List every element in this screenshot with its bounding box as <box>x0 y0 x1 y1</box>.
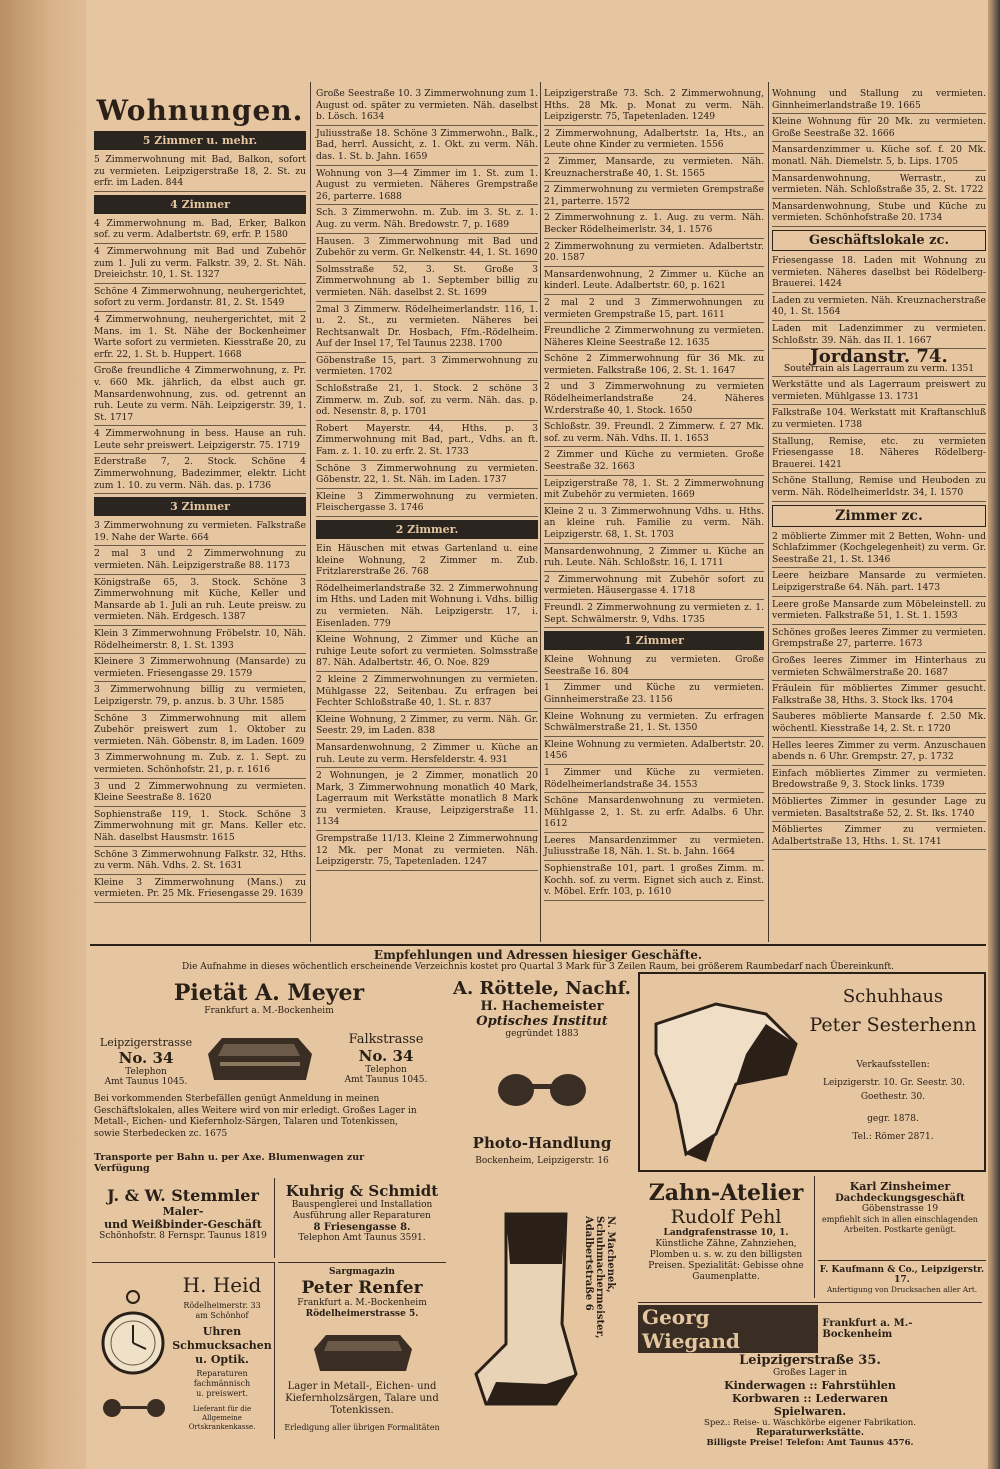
classified-ad: Sophienstraße 119, 1. Stock. Schöne 3 Zimmerwohnung mit gr. Mans. Keller etc. Näh. daselbst Hausmstr. 1615 <box>94 807 306 847</box>
kuhrig-tel: Telephon Amt Taunus 3591. <box>298 1233 426 1243</box>
ad-roettele <box>452 976 632 1172</box>
classified-ad: Mansardenwohnung, 2 Zimmer u. Küche an ruh. Leute zu verm. Hersfelderstr. 4. 931 <box>316 740 538 768</box>
renfer-foot: Erledigung aller übrigen Formalitäten <box>284 1423 440 1432</box>
page-left-edge <box>0 0 86 1469</box>
classified-ad: Sauberes möblierte Mansarde f. 2.50 Mk. wöchentl. Kiesstraße 14, 2. St. r. 1720 <box>772 709 986 737</box>
meyer-left-amt: Amt Taunus 1045. <box>104 1077 188 1087</box>
classified-ad: Ederstraße 7, 2. Stock. Schöne 4 Zimmerwohnung, Badezimmer, elektr. Licht zum 1. 10. zu verm. Näh. das. p. 1736 <box>94 454 306 494</box>
classified-ad: Werkstätte und als Lagerraum preiswert zu vermieten. Mühlgasse 13. 1731 <box>772 377 986 405</box>
heid-line1: Uhren <box>202 1325 242 1338</box>
wiegand-line6: Reparaturwerkstätte. <box>755 1428 865 1438</box>
zinsheimer-addr: Göbenstrasse 19 <box>861 1204 939 1214</box>
classified-ad: 4 Zimmerwohnung, neuhergerichtet, mit 2 Mans. im 1. St. Nähe der Bockenheimer Warte sofort zu vermieten. Kiesstraße 20, zu erfr. 22, 1. St. b. Huppert. 1668 <box>94 312 306 363</box>
meyer-right-no: No. 34 <box>358 1047 414 1065</box>
classified-ad: Leere heizbare Mansarde zu vermieten. Leipzigerstraße 64. Näh. part. 1473 <box>772 568 986 596</box>
classified-ad: Laden zu vermieten. Näh. Kreuznacherstraße 40, 1. St. 1564 <box>772 293 986 321</box>
heid-line3: u. Optik. <box>195 1353 249 1366</box>
classified-ad: Kleine Wohnung, 2 Zimmer und Küche an ruhige Leute sofort zu vermieten. Solmsstraße 87. Näh. Adalbertstr. 46, O. Noe. 829 <box>316 632 538 672</box>
heid-line5: fachmännisch <box>193 1379 251 1388</box>
classified-ad: Klein 3 Zimmerwohnung Fröbelstr. 10, Näh. Rödelheimerstr. 8, 1. St. 1393 <box>94 626 306 654</box>
roettele-owner: H. Hachemeister <box>480 999 604 1014</box>
section-3-zimmer: 3 Zimmer <box>94 497 306 516</box>
glasses-icon <box>96 1397 172 1419</box>
kaufmann-text: F. Kaufmann & Co., Leipzigerstr. 17. <box>819 1265 985 1285</box>
classified-ad: Laden mit Ladenzimmer zu vermieten. Schloßstr. 39. Näh. das II. 1. 1667 <box>772 321 986 349</box>
classified-ad: 1 Zimmer und Küche zu vermieten. Rödelheimerlandstraße 34. 1553 <box>544 765 764 793</box>
coffin-icon <box>200 1032 318 1088</box>
classified-ad: Kleine Wohnung, 2 Zimmer, zu verm. Näh. Gr. Seestr. 29, im Laden. 838 <box>316 712 538 740</box>
meyer-right-address <box>328 1032 444 1085</box>
recommendations-subtitle: Die Aufnahme in dieses wöchentlich erscheinende Verzeichnis kostet pro Quartal 3 Mark für 3 Zeilen Raum, bei größerem Raumbedarf nach Übereinkunft. <box>181 962 894 972</box>
classified-ad: Mansardenwohnung, 2 Zimmer u. Küche an ruh. Leute. Näh. Schloßstr. 16, I. 1711 <box>544 544 764 572</box>
classified-ad: 4 Zimmerwohnung mit Bad und Zubehör zum 1. Juli zu verm. Falkstr. 39, 2. St. Näh. Dreieichstr. 10, 1. St. 1327 <box>94 244 306 284</box>
roettele-photo: Photo-Handlung <box>472 1134 612 1152</box>
stemmler-line2: und Weißbinder-Geschäft <box>104 1218 262 1231</box>
classified-ad: Wohnung und Stallung zu vermieten. Ginnheimerlandstraße 19. 1665 <box>772 86 986 114</box>
roettele-founded: gegründet 1883 <box>505 1029 579 1039</box>
classified-ad: Sophienstraße 101, part. 1 großes Zimm. m. Kochh. sof. zu verm. Eignet sich auch z. Einst. v. Möbel. Erfr. 103, p. 1610 <box>544 861 764 901</box>
jordan-text: Souterrain als Lagerraum zu verm. 1351 <box>783 362 975 374</box>
section-1-zimmer: 1 Zimmer <box>544 631 764 650</box>
kuhrig-name: Kuhrig & Schmidt <box>285 1182 439 1200</box>
classified-ad: Grempstraße 11/13. Kleine 2 Zimmerwohnung 12 Mk. per Monat zu vermieten. Näh. Leipzigerstr. 75, Tapetenladen. 1247 <box>316 831 538 871</box>
kuhrig-line2: Ausführung aller Reparaturen <box>293 1211 431 1221</box>
classified-ad: Falkstraße 104. Werkstatt mit Kraftanschluß zu vermieten. 1738 <box>772 405 986 433</box>
sesterhenn-tel: Tel.: Römer 2871. <box>852 1132 934 1142</box>
pehl-addr: Landgrafenstrasse 10, 1. <box>663 1228 789 1238</box>
classified-ad: Friesengasse 18. Laden mit Wohnung zu vermieten. Näheres daselbst bei Rödelberg-Brauerei. 1424 <box>772 253 986 293</box>
pehl-name: Rudolf Pehl <box>670 1206 782 1228</box>
wiegand-line2: Kinderwagen :: Fahrstühlen <box>724 1379 896 1392</box>
classified-ad: Schöne 3 Zimmerwohnung mit allem Zubehör preiswert zum 1. Oktober zu vermieten. Näh. Göbenstr. 8, im Laden. 1609 <box>94 711 306 751</box>
classified-ad: Leipzigerstraße 78, 1. St. 2 Zimmerwohnung mit Zubehör zu vermieten. 1669 <box>544 476 764 504</box>
classified-ad: 1 Zimmer und Küche zu vermieten. Ginnheimerstraße 23. 1156 <box>544 680 764 708</box>
classified-ad: Schönes großes leeres Zimmer zu vermieten. Grempstraße 27, parterre. 1673 <box>772 625 986 653</box>
wiegand-line5: Spez.: Reise- u. Waschkörbe eigener Fabrikation. <box>704 1418 916 1428</box>
meyer-left-no: No. 34 <box>118 1049 174 1067</box>
roettele-kind: Optisches Institut <box>476 1014 608 1029</box>
classified-ad: Fräulein für möbliertes Zimmer gesucht. Falkstraße 38, Hths. 3. Stock lks. 1704 <box>772 681 986 709</box>
classified-ad: Schöne 2 Zimmerwohnung für 36 Mk. zu vermieten. Falkstraße 106, 2. St. 1. 1647 <box>544 351 764 379</box>
heid-foot: Lieferant für die Allgemeine Ortskrankenkasse. <box>188 1405 256 1431</box>
renfer-name: Peter Renfer <box>301 1278 423 1298</box>
ad-meyer <box>92 976 446 1172</box>
sesterhenn-sales: Verkaufsstellen: <box>856 1060 930 1070</box>
classified-ad: Kleinere 3 Zimmerwohnung (Mansarde) zu vermieten. Friesengasse 29. 1579 <box>94 654 306 682</box>
meyer-body: Bei vorkommenden Sterbefällen genügt Anmeldung in meinen Geschäftslokalen, alles Weitere wird von mir erledigt. Großes Lager in Metall-, Eichen- und Kiefernholz-Särgen, Talaren und Totenkissen, sowie Sterbedecken zc. 1675 <box>94 1094 417 1139</box>
classified-ad: 2 Zimmerwohnung zu vermieten Grempstraße 21, parterre. 1572 <box>544 182 764 210</box>
boot-icon <box>466 1204 586 1414</box>
sesterhenn-addr2: Goethestr. 30. <box>860 1092 926 1102</box>
classified-ad: Kleine Wohnung zu vermieten. Große Seestraße 16. 804 <box>544 652 764 680</box>
classified-ad: Robert Mayerstr. 44, Hths. p. 3 Zimmerwohnung mit Bad, part., Vdhs. an ft. Fam. z. 1. 10. zu erfr. 2. St. 1733 <box>316 421 538 461</box>
classified-ad: Sch. 3 Zimmerwohn. m. Zub. im 3. St. z. 1. Aug. zu verm. Näh. Bredowstr. 7, p. 1689 <box>316 205 538 233</box>
column-1 <box>94 88 306 903</box>
classified-ad: 2 mal 3 und 2 Zimmerwohnung zu vermieten. Näh. Leipzigerstraße 88. 1173 <box>94 546 306 574</box>
heid-line4: Reparaturen <box>196 1369 248 1378</box>
ad-kaufmann <box>818 1260 986 1297</box>
renfer-city: Frankfurt a. M.-Bockenheim <box>297 1298 427 1308</box>
section-4-zimmer: 4 Zimmer <box>94 195 306 214</box>
classified-ad: 5 Zimmerwohnung mit Bad, Balkon, sofort zu vermieten. Leipzigerstraße 18, 2. St. zu erfr. im Laden. 844 <box>94 152 306 192</box>
ad-kuhrig <box>278 1178 446 1258</box>
sesterhenn-name: Schuhhaus <box>842 986 944 1007</box>
column-divider <box>310 82 311 942</box>
zinsheimer-kind: Dachdeckungsgeschäft <box>835 1193 965 1204</box>
jordan-ad <box>772 346 986 377</box>
pocket-watch-icon <box>98 1283 168 1393</box>
classified-ad: 3 Zimmerwohnung billig zu vermieten, Leipzigerstr. 79, p. anzus. b. 3 Uhr. 1585 <box>94 682 306 710</box>
sesterhenn-addr1: Leipzigerstr. 10. Gr. Seestr. 30. <box>822 1078 966 1088</box>
page-title: Wohnungen. <box>96 94 304 127</box>
classified-ad: Mansardenwohnung, Stube und Küche zu vermieten. Schönhofstraße 20. 1734 <box>772 199 986 227</box>
heid-name: H. Heid <box>182 1273 262 1297</box>
classified-ad: Große Seestraße 10. 3 Zimmerwohnung zum 1. August od. später zu vermieten. Näh. daselbst b. Lösch. 1634 <box>316 86 538 126</box>
roettele-address: Bockenheim, Leipzigerstr. 16 <box>475 1156 609 1166</box>
wiegand-line7: Billigste Preise! Telefon: Amt Taunus 4576. <box>706 1438 914 1448</box>
classified-ad: 2 Wohnungen, je 2 Zimmer, monatlich 20 Mark, 3 Zimmerwohnung monatlich 40 Mark, Lagerraum mit Werkstätte monatlich 8 Mark zu vermieten. Krause, Leipzigerstraße 11. 1134 <box>316 768 538 831</box>
ad-wiegand <box>638 1302 982 1448</box>
classified-ad: 2 möblierte Zimmer mit 2 Betten, Wohn- und Schlafzimmer (Kochgelegenheit) zu verm. Gr. Seestraße 21, 1. St. 1346 <box>772 529 986 569</box>
wiegand-city: Frankfurt a. M.-Bockenheim <box>822 1318 913 1340</box>
classified-ad: Schöne 3 Zimmerwohnung zu vermieten. Göbenstr. 22, 1. St. Näh. im Laden. 1737 <box>316 461 538 489</box>
classified-ad: Kleine 2 u. 3 Zimmerwohnung Vdhs. u. Hths. an kleine ruh. Familie zu verm. Näh. Leipzigerstr. 68, 1. St. 1703 <box>544 504 764 544</box>
classified-ad: Einfach möbliertes Zimmer zu vermieten. Bredowstraße 9, 3. Stock links. 1739 <box>772 766 986 794</box>
classified-ad: Großes leeres Zimmer im Hinterhaus zu vermieten Schwälmerstraße 20. 1687 <box>772 653 986 681</box>
classified-ad: 4 Zimmerwohnung m. Bad, Erker, Balkon sof. zu verm. Adalbertstr. 69, erfr. P. 1580 <box>94 216 306 244</box>
section-geschaeftslokale: Geschäftslokale zc. <box>772 230 986 251</box>
classified-ad: Kleine Wohnung zu vermieten. Zu erfragen Schwälmerstraße 21, 1. St. 1350 <box>544 709 764 737</box>
wiegand-addr: Leipzigerstraße 35. <box>739 1353 881 1368</box>
meyer-right-amt: Amt Taunus 1045. <box>344 1075 428 1085</box>
pehl-title: Zahn-Atelier <box>648 1180 804 1206</box>
ad-zinsheimer <box>818 1176 982 1258</box>
stemmler-name: J. & W. Stemmler <box>107 1186 259 1205</box>
classified-ad: Göbenstraße 15, part. 3 Zimmerwohnung zu vermieten. 1702 <box>316 353 538 381</box>
classified-ad: Stallung, Remise, etc. zu vermieten Friesengasse 18. Näheres Rödelberg-Brauerei. 1421 <box>772 434 986 474</box>
classified-ad: Hausen. 3 Zimmerwohnung mit Bad und Zubehör zu verm. Gr. Nelkenstr. 44, 1. St. 1690 <box>316 234 538 262</box>
coffin-icon <box>308 1331 418 1375</box>
ad-renfer <box>278 1262 446 1439</box>
classified-ad: 2 Zimmerwohnung, Adalbertstr. 1a, Hts., an Leute ohne Kinder zu vermieten. 1556 <box>544 126 764 154</box>
classified-ad: 2mal 3 Zimmerw. Rödelheimerlandstr. 116, 1. u. 2. St., zu vermieten. Näheres bei Rechtsanwalt Dr. Hosbach, Ffm.-Rödelheim. Auf der Insel 17, Tel Taunus 2238. 1700 <box>316 302 538 353</box>
sesterhenn-owner: Peter Sesterhenn <box>809 1014 977 1036</box>
classified-ad: Leere große Mansarde zum Möbeleinstell. zu vermieten. Falkstraße 51, 1. St. 1. 1593 <box>772 597 986 625</box>
sesterhenn-founded: gegr. 1878. <box>867 1114 919 1124</box>
section-zimmer: Zimmer zc. <box>772 505 986 527</box>
classified-ad: Ein Häuschen mit etwas Gartenland u. eine kleine Wohnung, 2 Zimmer m. Zub. Fritzlarerstraße 26. 768 <box>316 541 538 581</box>
section-2-zimmer: 2 Zimmer. <box>316 520 538 539</box>
column-divider <box>768 82 769 942</box>
classified-ad: Mansardenwohnung, 2 Zimmer u. Küche an kinderl. Leute. Adalbertstr. 60, p. 1621 <box>544 267 764 295</box>
classified-ad: Leeres Mansardenzimmer zu vermieten. Juliusstraße 18, Näh. 1. St. b. Jahn. 1664 <box>544 833 764 861</box>
classified-ad: 2 Zimmerwohnung zu vermieten. Adalbertstr. 20. 1587 <box>544 239 764 267</box>
classified-ad: Möbliertes Zimmer zu vermieten. Adalbertstraße 13, Hths. 1. St. 1741 <box>772 822 986 850</box>
shoe-icon <box>646 984 806 1164</box>
classified-ad: Juliusstraße 18. Schöne 3 Zimmerwohn., Balk., Bad, herrl. Aussicht, z. 1. Okt. zu verm. Näh. das. 1. St. b. Jahn. 1659 <box>316 126 538 166</box>
classified-ad: Kleine Wohnung zu vermieten. Adalbertstr. 20. 1456 <box>544 737 764 765</box>
meyer-city: Frankfurt a. M.-Bockenheim <box>204 1006 334 1016</box>
classified-ad: Freundl. 2 Zimmerwohnung zu vermieten z. 1. Sept. Schwälmerstr. 9, Vdhs. 1735 <box>544 600 764 628</box>
classified-ad: Kleine 3 Zimmerwohnung zu vermieten. Fleischergasse 3. 1746 <box>316 489 538 517</box>
classified-ad: 2 und 3 Zimmerwohnung zu vermieten Rödelheimerlandstraße 24. Näheres W.rderstraße 40, 1. Stock. 1650 <box>544 379 764 419</box>
classified-ad: Möbliertes Zimmer in gesunder Lage zu vermieten. Basaltstraße 52, 2. St. lks. 1740 <box>772 794 986 822</box>
heid-addr: Rödelheimerstr. 33 <box>183 1301 261 1310</box>
recommendations-banner: Empfehlungen und Adressen hiesiger Geschäfte. <box>90 944 986 962</box>
wiegand-name: Georg Wiegand <box>638 1305 818 1353</box>
ad-heid <box>92 1262 275 1439</box>
classified-ad: Helles leeres Zimmer zu verm. Anzuschauen abends n. 6 Uhr. Grempstr. 27, p. 1732 <box>772 738 986 766</box>
classified-ad: 2 Zimmerwohnung mit Zubehör sofort zu vermieten. Häusergasse 4. 1718 <box>544 572 764 600</box>
classified-ad: 2 mal 2 und 3 Zimmerwohnungen zu vermieten Grempstraße 15, part. 1611 <box>544 295 764 323</box>
classified-ad: Schöne Stallung, Remise und Heuboden zu verm. Näh. Rödelheimerldstr. 34, I. 1570 <box>772 473 986 501</box>
column-3 <box>544 86 764 901</box>
heid-addr2: am Schönhof <box>195 1311 249 1320</box>
column-4 <box>772 86 986 850</box>
meyer-foot: Transporte per Bahn u. per Axe. Blumenwagen zur Verfügung <box>94 1152 365 1174</box>
classified-ad: Schloßstr. 39. Freundl. 2 Zimmerw. f. 27 Mk. sof. zu verm. Näh. Vdhs. II. 1. 1653 <box>544 419 764 447</box>
zinsheimer-name: Karl Zinsheimer <box>849 1180 951 1193</box>
wiegand-line1: Großes Lager in <box>773 1368 847 1378</box>
classified-ad: Schöne 3 Zimmerwohnung Falkstr. 32, Hths. zu verm. Näh. Vdhs. 2. St. 1631 <box>94 847 306 875</box>
ad-machenek <box>452 1176 632 1432</box>
renfer-body: Lager in Metall-, Eichen- und Kiefernholzsärgen, Talare und Totenkissen. <box>285 1381 439 1416</box>
stemmler-line1: Maler- <box>162 1205 204 1218</box>
heid-line6: u. preiswert. <box>196 1389 248 1398</box>
pehl-body: Künstliche Zähne, Zahnziehen, Plomben u. s. w. zu den billigsten Preisen. Spezialität: Gebisse ohne Gaumenplatte. <box>648 1239 804 1282</box>
classified-ad: Leipzigerstraße 73. Sch. 2 Zimmerwohnung, Hths. 28 Mk. p. Monat zu verm. Näh. Leipzigerstr. 75, Tapetenladen. 1249 <box>544 86 764 126</box>
wiegand-header <box>638 1305 982 1353</box>
classified-ad: 3 Zimmerwohnung m. Zub. z. 1. Sept. zu vermieten. Schönhofstr. 21, p. r. 1616 <box>94 750 306 778</box>
classified-ad: 4 Zimmerwohnung in bess. Hause an ruh. Leute sehr preiswert. Leipzigerstr. 75. 1719 <box>94 426 306 454</box>
classified-ad: Königstraße 65, 3. Stock. Schöne 3 Zimmerwohnung mit Küche, Keller und Mansarde ab 1. Juli an ruh. Leute preisw. zu vermieten. Näh. Erdgesch. 1387 <box>94 575 306 626</box>
classified-ad: Mansardenwohnung, Werrastr., zu vermieten. Näh. Schloßstraße 35, 2. St. 1722 <box>772 171 986 199</box>
classified-ad: 2 kleine 2 Zimmerwohnungen zu vermieten. Mühlgasse 22, Seitenbau. Zu erfragen bei Fechter Schloßstraße 40, 1. St. r. 837 <box>316 672 538 712</box>
meyer-left-address <box>96 1036 196 1087</box>
meyer-left-street: Leipzigerstrasse <box>99 1036 193 1049</box>
classified-ad: Schloßstraße 21, 1. Stock. 2 schöne 3 Zimmerw. m. Zub. sof. zu verm. Näh. das. p. od. Nesenstr. 8, p. 1701 <box>316 381 538 421</box>
column-2 <box>316 86 538 871</box>
kuhrig-line1: Bauspenglerei und Installation <box>291 1200 433 1210</box>
ad-stemmler <box>92 1178 275 1258</box>
section-5-zimmer: 5 Zimmer u. mehr. <box>94 131 306 150</box>
classified-ad: Rödelheimerlandstraße 32. 2 Zimmerwohnung im Hths. und Laden mit Wohnung i. Vdhs. billig zu vermieten. Näh. Leipzigerstr. 17, i. Eisenladen. 779 <box>316 581 538 632</box>
meyer-left-tel: Telephon <box>125 1067 167 1077</box>
roettele-name: A. Röttele, Nachf. <box>453 978 631 999</box>
renfer-addr: Rödelheimerstrasse 5. <box>305 1309 419 1319</box>
classified-ad: 2 Zimmer und Küche zu vermieten. Große Seestraße 32. 1663 <box>544 447 764 475</box>
classified-ad: 2 Zimmerwohnung z. 1. Aug. zu verm. Näh. Becker Rödelheimerlstr. 34, 1. 1576 <box>544 210 764 238</box>
wiegand-line4: Spielwaren. <box>773 1405 847 1418</box>
column-divider <box>540 82 541 942</box>
classified-ad: Schöne Mansardenwohnung zu vermieten. Mühlgasse 2, 1. St. zu erfr. Adalbs. 6 Uhr. 1612 <box>544 793 764 833</box>
classified-ad: Wohnung von 3—4 Zimmer im 1. St. zum 1. August zu vermieten. Näheres Grempstraße 26, parterre. 1688 <box>316 166 538 206</box>
meyer-right-street: Falkstrasse <box>348 1032 424 1047</box>
classified-ad: Freundliche 2 Zimmerwohnung zu vermieten. Näheres Kleine Seestraße 12. 1635 <box>544 323 764 351</box>
ad-pehl <box>638 1176 815 1298</box>
classified-ad: Kleine Wohnung für 20 Mk. zu vermieten. Große Seestraße 32. 1666 <box>772 114 986 142</box>
wiegand-line3: Korbwaren :: Lederwaren <box>732 1392 888 1405</box>
heid-line2: Schmucksachen <box>172 1339 272 1352</box>
renfer-head: Sargmagazin <box>329 1267 395 1277</box>
meyer-name: Pietät A. Meyer <box>173 980 365 1006</box>
classified-ad: 2 Zimmer, Mansarde, zu vermieten. Näh. Kreuznacherstraße 40, 1. St. 1565 <box>544 154 764 182</box>
classified-ad: 3 und 2 Zimmerwohnung zu vermieten. Kleine Seestraße 8. 1620 <box>94 779 306 807</box>
machenek-text: N. Machenek, Schuhmachermeister, Adalbertstraße 6 <box>583 1216 616 1339</box>
ad-sesterhenn <box>638 972 986 1172</box>
classified-ad: Kleine 3 Zimmerwohnung (Mans.) zu vermieten. Pr. 25 Mk. Friesengasse 29. 1639 <box>94 875 306 903</box>
stemmler-addr: Schönhofstr. 8 Fernspr. Taunus 1819 <box>99 1231 267 1241</box>
meyer-right-tel: Telephon <box>365 1065 407 1075</box>
classified-ad: Schöne 4 Zimmerwohnung, neuhergerichtet, sofort zu verm. Jordanstr. 81, 2. St. 1549 <box>94 284 306 312</box>
classified-ad: Mansardenzimmer u. Küche sof. f. 20 Mk. monatl. Näh. Diemelstr. 5, b. Lips. 1705 <box>772 142 986 170</box>
kaufmann-sub: Anfertigung von Drucksachen aller Art. <box>826 1285 978 1294</box>
classified-ad: 3 Zimmerwohnung zu vermieten. Falkstraße 19. Nahe der Warte. 664 <box>94 518 306 546</box>
jordan-heading: Jordanstr. 74. <box>810 346 948 368</box>
zinsheimer-text: empfiehlt sich in allen einschlagenden Arbeiten. Postkarte genügt. <box>822 1215 978 1234</box>
kuhrig-addr: 8 Friesengasse 8. <box>313 1222 411 1233</box>
spectacles-icon <box>492 1066 592 1114</box>
classified-ad: Große freundliche 4 Zimmerwohnung, z. Pr. v. 660 Mk. jährlich, da elbst auch gr. Mansardenwohnung, zus. od. getrennt an ruh. Leute zu verm. Näh. Leipzigerstr. 39, 1. St. 1717 <box>94 363 306 426</box>
classified-ad: Solmsstraße 52, 3. St. Große 3 Zimmerwohnung ab 1. September billig zu vermieten. Näh. daselbst 2. St. 1699 <box>316 262 538 302</box>
